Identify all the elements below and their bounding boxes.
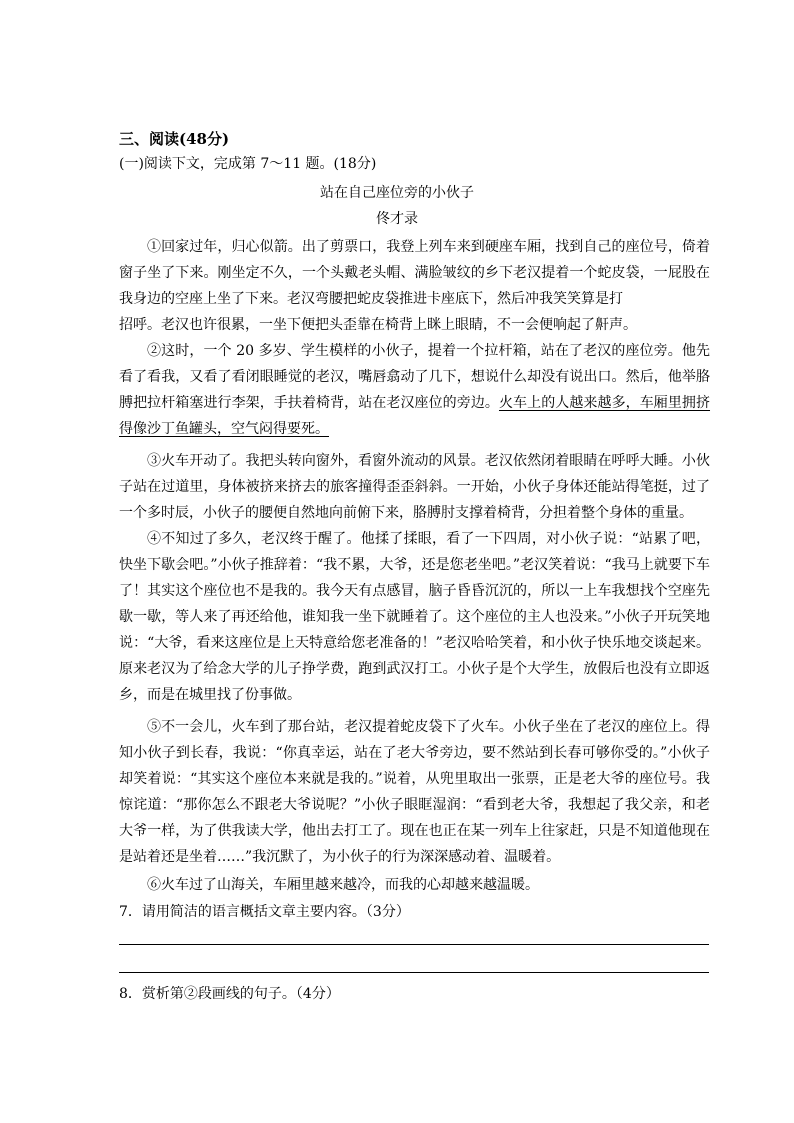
article-author: 佟才录: [376, 211, 418, 227]
paragraph-5: ⑤不一会儿，火车到了那台站，老汉提着蛇皮袋下了火车。小伙子坐在了老汉的座位上。得知小伙子到长春，我说：“你真幸运，站在了老大爷旁边，要不然站到长春可够你受的。”小伙子却笑着说：“其实这个座位本来就是我的。”说着，从兜里取出一张票，正是老大爷的座位号。我惊诧道：“那你怎么不跟老大爷说呢？”小伙子眼眶湿润：“看到老大爷，我想起了我父亲，和老大爷一样，为了供我读大学，他出去打工了。现在也正在某一列车上往家赶，只是不知道他现在是站着还是坐着……”我沉默了，为小伙子的行为深深感动着、温暖着。: [119, 719, 710, 865]
section-title: 三、阅读(48分): [119, 130, 230, 148]
paragraph-1: ①回家过年，归心似箭。出了剪票口，我登上列车来到硬座车厢，找到自己的座位号，倚着窗子坐了下来。刚坐定不久，一个头戴老头帽、满脸皱纹的乡下老汉提着一个蛇皮袋，一屁股在我身边的空座上坐了下来。老汉弯腰把蛇皮袋推进卡座底下，然后冲我笑笑算是打: [119, 239, 710, 307]
question-7: 7．请用简洁的语言概括文章主要内容。（3分）: [119, 904, 410, 920]
paragraph-2-text: ②这时，一个 20 多岁、学生模样的小伙子，提着一个拉杆箱，站在了老汉的座位旁。他先看了看我，又看了看闭眼睡觉的老汉，嘴唇翕动了几下，想说什么却没有说出口。然后，他举胳膊把拉杆箱塞进行李架，手扶着椅背，站在老汉座位的旁边。: [119, 343, 710, 411]
article-title: 站在自己座位旁的小伙子: [320, 185, 474, 201]
underlined-sentence: 火车上的人越来越多，车厢里拥挤得像沙丁鱼罐头，空气闷得要死。: [119, 395, 711, 437]
answer-line[interactable]: [119, 972, 709, 973]
answer-line[interactable]: [119, 944, 709, 945]
reading-instruction: (一)阅读下文，完成第 7～11 题。(18分): [119, 156, 377, 172]
paragraph-2: [119, 338, 710, 442]
paragraph-3: ③火车开动了。我把头转向窗外，看窗外流动的风景。老汉依然闭着眼睛在呼呼大睡。小伙子站在过道里，身体被挤来挤去的旅客撞得歪歪斜斜。一开始，小伙子身体还能站得笔挺，过了一个多时辰，小伙子的腰便自然地向前俯下来，胳膊肘支撑着椅背，分担着整个身体的重量。: [119, 453, 710, 521]
paragraph-6: ⑥火车过了山海关，车厢里越来越冷，而我的心却越来越温暖。: [147, 877, 539, 893]
paragraph-1-continued: 招呼。老汉也许很累，一坐下便把头歪靠在椅背上眯上眼睛，不一会便响起了鼾声。: [119, 317, 637, 333]
paragraph-4: ④不知过了多久，老汉终于醒了。他揉了揉眼，看了一下四周，对小伙子说：“站累了吧，快坐下歇会吧。”小伙子推辞着：“我不累，大爷，还是您老坐吧。”老汉笑着说：“我马上就要下车了！其实这个座位也不是我的。我今天有点感冒，脑子昏昏沉沉的，所以一上车我想找个空座先歇一歇，等人来了再还给他，谁知我一坐下就睡着了。这个座位的主人也没来。”小伙子开玩笑地说：“大爷，看来这座位是上天特意给您老准备的！”老汉哈哈笑着，和小伙子快乐地交谈起来。原来老汉为了给念大学的儿子挣学费，跑到武汉打工。小伙子是个大学生，放假后也没有立即返乡，而是在城里找了份事做。: [119, 531, 710, 703]
question-8: 8．赏析第②段画线的句子。（4分）: [119, 986, 340, 1002]
